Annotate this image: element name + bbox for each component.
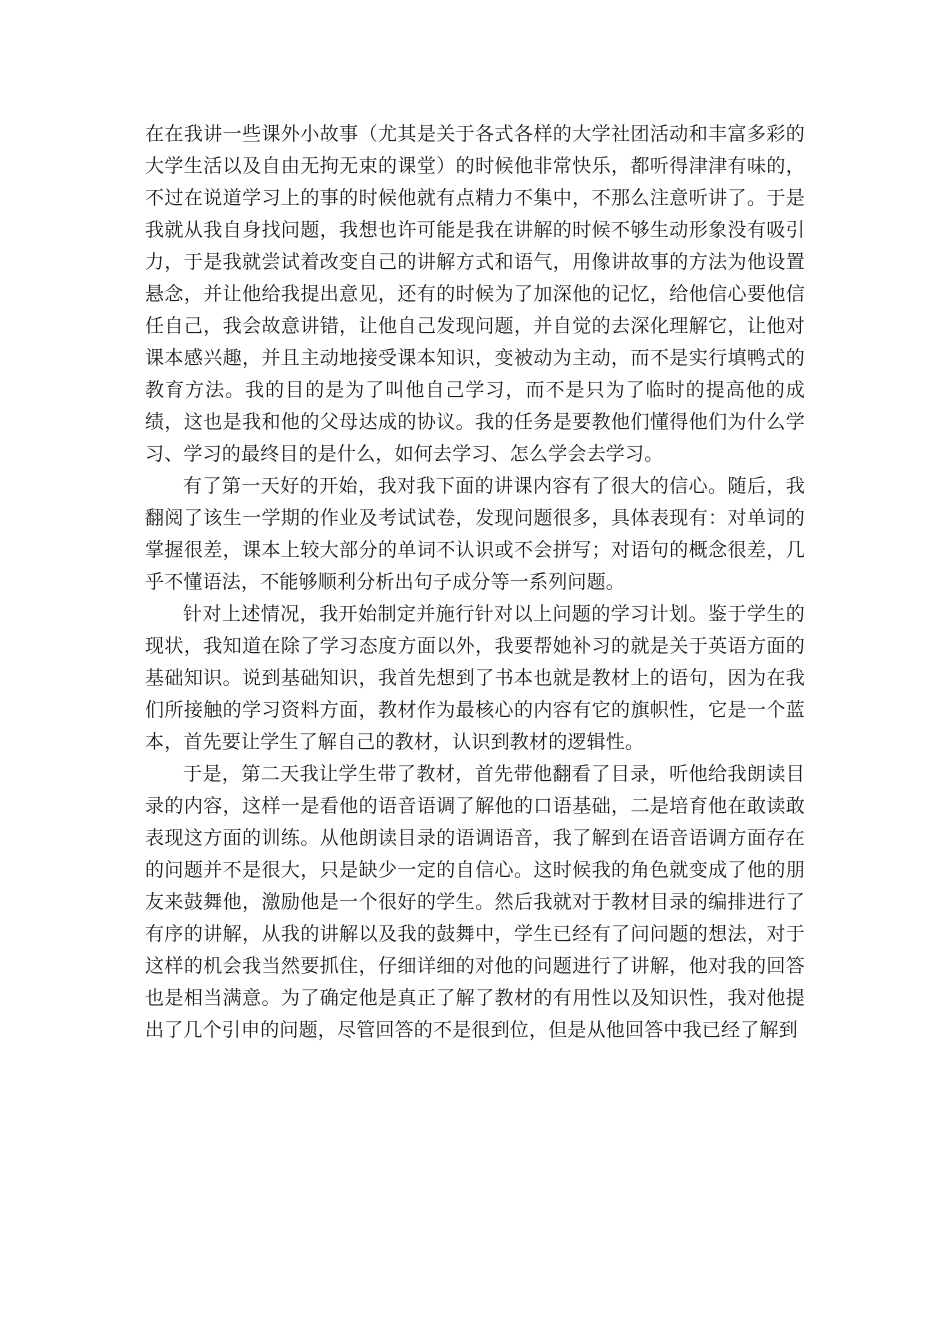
paragraph-4: 于是，第二天我让学生带了教材，首先带他翻看了目录，听他给我朗读目录的内容，这样一是看他的语音语调了解他的口语基础，二是培育他在敢读敢表现这方面的训练。从他朗读目录的语调语音，我了解到在语音语调方面存在的问题并不是很大，只是缺少一定的自信心。这时候我的角色就变成了他的朋友来鼓舞他，激励他是一个很好的学生。然后我就对于教材目录的编排进行了有序的讲解，从我的讲解以及我的鼓舞中，学生已经有了问问题的想法，对于这样的机会我当然要抓住，仔细详细的对他的问题进行了讲解，他对我的回答也是相当满意。为了确定他是真正了解了教材的有用性以及知识性，我对他提出了几个引申的问题，尽管回答的不是很到位，但是从他回答中我已经了解到 — [145, 763, 805, 1041]
document-body — [145, 118, 805, 1046]
paragraph-3: 针对上述情况，我开始制定并施行针对以上问题的学习计划。鉴于学生的现状，我知道在除了学习态度方面以外，我要帮她补习的就是关于英语方面的基础知识。说到基础知识，我首先想到了书本也就是教材上的语句，因为在我们所接触的学习资料方面，教材作为最核心的内容有它的旗帜性，它是一个蓝本，首先要让学生了解自己的教材，认识到教材的逻辑性。 — [145, 603, 805, 753]
paragraph-2: 有了第一天好的开始，我对我下面的讲课内容有了很大的信心。随后，我翻阅了该生一学期的作业及考试试卷，发现问题很多，具体表现有：对单词的掌握很差，课本上较大部分的单词不认识或不会拼写；对语句的概念很差，几乎不懂语法，不能够顺利分析出句子成分等一系列问题。 — [145, 475, 805, 593]
paragraph-1: 在在我讲一些课外小故事（尤其是关于各式各样的大学社团活动和丰富多彩的大学生活以及自由无拘无束的课堂）的时候他非常快乐，都听得津津有味的，不过在说道学习上的事的时候他就有点精力不集中，不那么注意听讲了。于是我就从我自身找问题，我想也许可能是我在讲解的时候不够生动形象没有吸引力，于是我就尝试着改变自己的讲解方式和语气，用像讲故事的方法为他设置悬念，并让他给我提出意见，还有的时候为了加深他的记忆，给他信心要他信任自己，我会故意讲错，让他自己发现问题，并自觉的去深化理解它，让他对课本感兴趣，并且主动地接受课本知识，变被动为主动，而不是实行填鸭式的教育方法。我的目的是为了叫他自己学习，而不是只为了临时的提高他的成绩，这也是我和他的父母达成的协议。我的任务是要教他们懂得他们为什么学习、学习的最终目的是什么，如何去学习、怎么学会去学习。 — [145, 123, 805, 465]
